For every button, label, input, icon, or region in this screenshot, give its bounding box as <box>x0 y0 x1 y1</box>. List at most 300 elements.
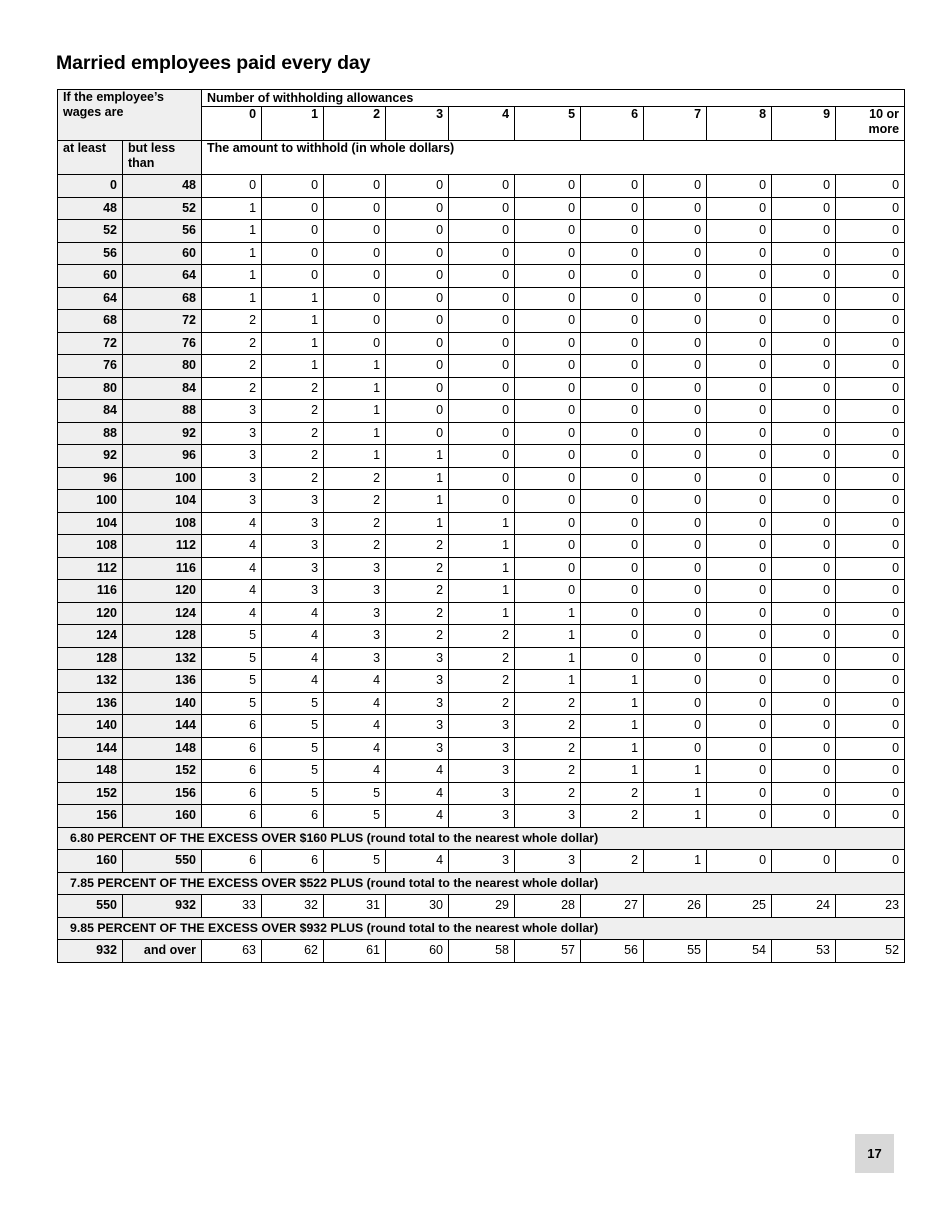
withholding-amount: 0 <box>515 220 581 243</box>
withholding-amount: 0 <box>581 287 644 310</box>
withholding-amount: 2 <box>202 377 262 400</box>
wage-less-than: 100 <box>123 467 202 490</box>
withholding-amount: 1 <box>202 242 262 265</box>
table-row <box>58 895 905 918</box>
withholding-amount: 33 <box>202 895 262 918</box>
withholding-amount: 0 <box>836 805 905 828</box>
withholding-amount: 0 <box>836 580 905 603</box>
wage-less-than: 72 <box>123 310 202 333</box>
withholding-amount: 0 <box>707 197 772 220</box>
withholding-amount: 0 <box>449 287 515 310</box>
wage-less-than: 550 <box>123 850 202 873</box>
withholding-amount: 0 <box>644 580 707 603</box>
withholding-amount: 62 <box>262 940 324 963</box>
wage-at-least: 92 <box>58 445 123 468</box>
withholding-amount: 0 <box>836 670 905 693</box>
withholding-amount: 0 <box>515 490 581 513</box>
withholding-amount: 3 <box>515 805 581 828</box>
withholding-amount: 0 <box>581 377 644 400</box>
withholding-amount: 0 <box>262 220 324 243</box>
withholding-amount: 0 <box>515 332 581 355</box>
withholding-amount: 0 <box>449 332 515 355</box>
withholding-amount: 6 <box>202 850 262 873</box>
wage-at-least: 80 <box>58 377 123 400</box>
withholding-amount: 0 <box>449 422 515 445</box>
withholding-amount: 3 <box>386 737 449 760</box>
withholding-amount: 3 <box>449 737 515 760</box>
withholding-amount: 0 <box>386 332 449 355</box>
withholding-amount: 0 <box>836 715 905 738</box>
withholding-amount: 0 <box>836 355 905 378</box>
withholding-amount: 6 <box>262 805 324 828</box>
withholding-amount: 0 <box>386 287 449 310</box>
withholding-amount: 5 <box>202 625 262 648</box>
withholding-amount: 1 <box>386 445 449 468</box>
withholding-amount: 1 <box>449 602 515 625</box>
withholding-amount: 2 <box>262 377 324 400</box>
withholding-amount: 0 <box>581 332 644 355</box>
withholding-amount: 32 <box>262 895 324 918</box>
withholding-amount: 0 <box>581 580 644 603</box>
table-row <box>58 422 905 445</box>
withholding-amount: 0 <box>581 242 644 265</box>
withholding-amount: 0 <box>644 647 707 670</box>
withholding-amount: 3 <box>449 850 515 873</box>
withholding-amount: 0 <box>707 647 772 670</box>
withholding-amount: 3 <box>386 692 449 715</box>
withholding-amount: 23 <box>836 895 905 918</box>
withholding-amount: 0 <box>836 197 905 220</box>
withholding-amount: 1 <box>202 197 262 220</box>
withholding-amount: 0 <box>707 332 772 355</box>
wage-at-least: 96 <box>58 467 123 490</box>
withholding-amount: 0 <box>772 355 836 378</box>
withholding-amount: 0 <box>386 422 449 445</box>
withholding-amount: 2 <box>202 332 262 355</box>
withholding-amount: 1 <box>449 580 515 603</box>
withholding-amount: 0 <box>515 422 581 445</box>
withholding-amount: 0 <box>449 355 515 378</box>
withholding-amount: 0 <box>581 422 644 445</box>
withholding-amount: 25 <box>707 895 772 918</box>
withholding-amount: 4 <box>386 850 449 873</box>
withholding-amount: 1 <box>581 715 644 738</box>
table-row <box>58 580 905 603</box>
withholding-amount: 0 <box>707 175 772 198</box>
withholding-amount: 1 <box>324 400 386 423</box>
withholding-amount: 2 <box>581 782 644 805</box>
withholding-amount: 3 <box>262 580 324 603</box>
withholding-amount: 0 <box>644 422 707 445</box>
withholding-amount: 4 <box>262 602 324 625</box>
withholding-amount: 0 <box>324 197 386 220</box>
withholding-amount: 0 <box>707 467 772 490</box>
withholding-amount: 0 <box>836 445 905 468</box>
withholding-amount: 4 <box>262 670 324 693</box>
withholding-amount: 0 <box>581 490 644 513</box>
withholding-amount: 3 <box>202 400 262 423</box>
withholding-amount: 0 <box>836 175 905 198</box>
withholding-amount: 58 <box>449 940 515 963</box>
bracket-note: 9.85 PERCENT OF THE EXCESS OVER $932 PLUS (round total to the nearest whole dollar) <box>58 917 905 940</box>
withholding-amount: 2 <box>262 400 324 423</box>
wage-at-least: 148 <box>58 760 123 783</box>
withholding-amount: 6 <box>202 737 262 760</box>
table-row <box>58 287 905 310</box>
withholding-amount: 5 <box>202 670 262 693</box>
withholding-amount: 0 <box>386 400 449 423</box>
withholding-amount: 0 <box>772 332 836 355</box>
table-row <box>58 467 905 490</box>
withholding-amount: 0 <box>836 692 905 715</box>
withholding-amount: 3 <box>449 715 515 738</box>
withholding-amount: 1 <box>449 535 515 558</box>
withholding-amount: 1 <box>386 490 449 513</box>
withholding-amount: 0 <box>772 400 836 423</box>
withholding-amount: 29 <box>449 895 515 918</box>
withholding-amount: 1 <box>515 670 581 693</box>
wage-less-than: 128 <box>123 625 202 648</box>
withholding-amount: 0 <box>707 737 772 760</box>
withholding-amount: 0 <box>836 265 905 288</box>
withholding-amount: 0 <box>707 715 772 738</box>
withholding-table-body <box>58 175 905 963</box>
withholding-amount: 0 <box>515 377 581 400</box>
withholding-amount: 0 <box>581 512 644 535</box>
withholding-amount: 2 <box>581 850 644 873</box>
withholding-amount: 1 <box>449 557 515 580</box>
withholding-amount: 2 <box>262 422 324 445</box>
withholding-amount: 4 <box>324 737 386 760</box>
table-row <box>58 647 905 670</box>
withholding-amount: 0 <box>772 760 836 783</box>
withholding-amount: 0 <box>836 490 905 513</box>
table-row <box>58 557 905 580</box>
bracket-note-row <box>58 827 905 850</box>
withholding-amount: 4 <box>386 760 449 783</box>
wage-at-least: 100 <box>58 490 123 513</box>
withholding-amount: 2 <box>515 715 581 738</box>
table-row <box>58 265 905 288</box>
allowance-column-header: 8 <box>707 107 772 141</box>
table-row <box>58 310 905 333</box>
withholding-amount: 31 <box>324 895 386 918</box>
withholding-amount: 0 <box>644 490 707 513</box>
wages-header: If the employee’s wages are <box>58 90 202 141</box>
page-title: Married employees paid every day <box>56 52 371 74</box>
table-row <box>58 760 905 783</box>
withholding-amount: 1 <box>202 220 262 243</box>
wage-less-than: 88 <box>123 400 202 423</box>
table-row <box>58 175 905 198</box>
wage-at-least: 932 <box>58 940 123 963</box>
withholding-amount: 3 <box>324 602 386 625</box>
withholding-amount: 0 <box>581 445 644 468</box>
withholding-amount: 2 <box>386 580 449 603</box>
withholding-amount: 0 <box>515 175 581 198</box>
wage-less-than: 160 <box>123 805 202 828</box>
wage-less-than: 80 <box>123 355 202 378</box>
withholding-amount: 0 <box>581 557 644 580</box>
withholding-amount: 0 <box>581 310 644 333</box>
withholding-table <box>57 89 905 963</box>
wage-less-than: 84 <box>123 377 202 400</box>
withholding-amount: 0 <box>644 715 707 738</box>
withholding-amount: 0 <box>581 602 644 625</box>
withholding-amount: 0 <box>644 535 707 558</box>
withholding-amount: 0 <box>707 400 772 423</box>
bracket-note-row <box>58 872 905 895</box>
withholding-amount: 0 <box>581 175 644 198</box>
withholding-amount: 0 <box>581 220 644 243</box>
withholding-amount: 4 <box>202 535 262 558</box>
wage-less-than: 132 <box>123 647 202 670</box>
wage-less-than: 56 <box>123 220 202 243</box>
withholding-amount: 0 <box>262 265 324 288</box>
allowance-column-header: 1 <box>262 107 324 141</box>
withholding-amount: 0 <box>644 512 707 535</box>
withholding-amount: 0 <box>772 310 836 333</box>
withholding-amount: 0 <box>772 715 836 738</box>
withholding-amount: 1 <box>202 265 262 288</box>
bracket-note-row <box>58 917 905 940</box>
withholding-amount: 1 <box>581 760 644 783</box>
withholding-amount: 30 <box>386 895 449 918</box>
table-row <box>58 782 905 805</box>
withholding-amount: 0 <box>644 377 707 400</box>
withholding-amount: 2 <box>386 602 449 625</box>
withholding-amount: 0 <box>581 197 644 220</box>
withholding-amount: 61 <box>324 940 386 963</box>
withholding-amount: 0 <box>644 220 707 243</box>
withholding-amount: 0 <box>836 782 905 805</box>
withholding-amount: 0 <box>449 265 515 288</box>
withholding-amount: 0 <box>772 445 836 468</box>
withholding-amount: 2 <box>324 512 386 535</box>
withholding-amount: 6 <box>202 715 262 738</box>
allowance-column-header: 10 or more <box>836 107 905 141</box>
withholding-amount: 0 <box>707 625 772 648</box>
wage-less-than: 116 <box>123 557 202 580</box>
allowance-column-header: 4 <box>449 107 515 141</box>
withholding-amount: 5 <box>262 715 324 738</box>
withholding-amount: 4 <box>324 715 386 738</box>
withholding-amount: 3 <box>449 782 515 805</box>
withholding-amount: 0 <box>836 625 905 648</box>
withholding-amount: 1 <box>324 355 386 378</box>
withholding-amount: 0 <box>515 287 581 310</box>
withholding-amount: 0 <box>836 220 905 243</box>
withholding-amount: 0 <box>707 535 772 558</box>
wage-less-than: 76 <box>123 332 202 355</box>
wage-less-than: 48 <box>123 175 202 198</box>
withholding-amount: 4 <box>202 512 262 535</box>
withholding-amount: 0 <box>707 220 772 243</box>
wage-less-than: 120 <box>123 580 202 603</box>
withholding-amount: 3 <box>324 647 386 670</box>
withholding-amount: 0 <box>836 647 905 670</box>
wage-at-least: 160 <box>58 850 123 873</box>
withholding-amount: 3 <box>202 467 262 490</box>
withholding-amount: 0 <box>515 535 581 558</box>
withholding-amount: 0 <box>262 197 324 220</box>
table-row <box>58 940 905 963</box>
wage-less-than: 140 <box>123 692 202 715</box>
withholding-amount: 2 <box>386 625 449 648</box>
withholding-amount: 0 <box>644 242 707 265</box>
withholding-amount: 1 <box>581 692 644 715</box>
wage-at-least: 72 <box>58 332 123 355</box>
withholding-amount: 0 <box>772 602 836 625</box>
withholding-amount: 2 <box>449 647 515 670</box>
withholding-amount: 4 <box>386 805 449 828</box>
wage-less-than: 156 <box>123 782 202 805</box>
withholding-amount: 0 <box>707 805 772 828</box>
withholding-amount: 2 <box>202 310 262 333</box>
withholding-amount: 0 <box>836 377 905 400</box>
withholding-amount: 0 <box>707 602 772 625</box>
withholding-amount: 0 <box>707 557 772 580</box>
wage-at-least: 104 <box>58 512 123 535</box>
allowance-column-header: 2 <box>324 107 386 141</box>
withholding-amount: 5 <box>202 692 262 715</box>
withholding-amount: 56 <box>581 940 644 963</box>
withholding-amount: 1 <box>386 512 449 535</box>
withholding-amount: 63 <box>202 940 262 963</box>
withholding-amount: 0 <box>386 175 449 198</box>
withholding-amount: 5 <box>262 782 324 805</box>
wage-less-than: 932 <box>123 895 202 918</box>
withholding-amount: 0 <box>449 467 515 490</box>
wage-at-least: 140 <box>58 715 123 738</box>
wage-at-least: 550 <box>58 895 123 918</box>
allowance-column-header: 3 <box>386 107 449 141</box>
withholding-amount: 0 <box>386 310 449 333</box>
withholding-amount: 0 <box>772 265 836 288</box>
withholding-amount: 0 <box>772 580 836 603</box>
wage-less-than: and over <box>123 940 202 963</box>
withholding-amount: 4 <box>202 580 262 603</box>
withholding-amount: 0 <box>324 220 386 243</box>
withholding-amount: 28 <box>515 895 581 918</box>
withholding-amount: 0 <box>644 467 707 490</box>
withholding-amount: 0 <box>836 737 905 760</box>
withholding-amount: 0 <box>772 670 836 693</box>
wage-less-than: 96 <box>123 445 202 468</box>
withholding-amount: 0 <box>836 850 905 873</box>
withholding-amount: 1 <box>644 760 707 783</box>
withholding-amount: 1 <box>515 625 581 648</box>
withholding-amount: 2 <box>515 737 581 760</box>
withholding-amount: 0 <box>772 782 836 805</box>
withholding-amount: 0 <box>644 602 707 625</box>
withholding-amount: 2 <box>324 467 386 490</box>
withholding-amount: 1 <box>324 422 386 445</box>
withholding-amount: 0 <box>707 287 772 310</box>
wage-less-than: 64 <box>123 265 202 288</box>
withholding-amount: 0 <box>449 310 515 333</box>
withholding-amount: 2 <box>386 557 449 580</box>
withholding-amount: 0 <box>581 400 644 423</box>
at-least-header: at least <box>58 141 123 175</box>
withholding-amount: 0 <box>644 355 707 378</box>
wage-less-than: 104 <box>123 490 202 513</box>
wage-at-least: 124 <box>58 625 123 648</box>
withholding-amount: 0 <box>836 602 905 625</box>
bracket-note: 6.80 PERCENT OF THE EXCESS OVER $160 PLUS (round total to the nearest whole dollar) <box>58 827 905 850</box>
allowance-column-header: 5 <box>515 107 581 141</box>
withholding-amount: 0 <box>707 242 772 265</box>
withholding-amount: 6 <box>202 805 262 828</box>
wage-less-than: 152 <box>123 760 202 783</box>
but-less-than-header: but less than <box>123 141 202 175</box>
withholding-amount: 0 <box>772 242 836 265</box>
withholding-amount: 3 <box>262 490 324 513</box>
table-row <box>58 490 905 513</box>
withholding-amount: 0 <box>644 737 707 760</box>
withholding-amount: 55 <box>644 940 707 963</box>
withholding-amount: 4 <box>386 782 449 805</box>
withholding-amount: 0 <box>707 445 772 468</box>
wage-at-least: 136 <box>58 692 123 715</box>
wage-at-least: 108 <box>58 535 123 558</box>
withholding-amount: 0 <box>707 422 772 445</box>
withholding-amount: 0 <box>772 850 836 873</box>
withholding-amount: 3 <box>262 557 324 580</box>
withholding-amount: 4 <box>262 647 324 670</box>
table-row <box>58 737 905 760</box>
withholding-amount: 0 <box>515 467 581 490</box>
withholding-amount: 0 <box>836 242 905 265</box>
withholding-amount: 1 <box>202 287 262 310</box>
withholding-amount: 0 <box>772 490 836 513</box>
withholding-amount: 2 <box>515 760 581 783</box>
wage-at-least: 112 <box>58 557 123 580</box>
wage-at-least: 132 <box>58 670 123 693</box>
withholding-amount: 0 <box>386 220 449 243</box>
withholding-amount: 2 <box>449 670 515 693</box>
page-number: 17 <box>855 1134 894 1173</box>
amount-header: The amount to withhold (in whole dollars) <box>202 141 905 175</box>
withholding-amount: 4 <box>324 760 386 783</box>
withholding-amount: 3 <box>262 512 324 535</box>
withholding-amount: 0 <box>449 220 515 243</box>
withholding-amount: 0 <box>449 490 515 513</box>
table-row <box>58 535 905 558</box>
wage-at-least: 84 <box>58 400 123 423</box>
withholding-amount: 0 <box>644 265 707 288</box>
withholding-amount: 0 <box>707 760 772 783</box>
withholding-amount: 0 <box>644 175 707 198</box>
withholding-amount: 0 <box>324 265 386 288</box>
withholding-amount: 5 <box>324 850 386 873</box>
withholding-amount: 0 <box>515 580 581 603</box>
withholding-amount: 1 <box>515 602 581 625</box>
withholding-amount: 4 <box>202 602 262 625</box>
withholding-amount: 0 <box>772 557 836 580</box>
withholding-amount: 0 <box>772 535 836 558</box>
wage-at-least: 88 <box>58 422 123 445</box>
withholding-amount: 0 <box>644 692 707 715</box>
wage-less-than: 108 <box>123 512 202 535</box>
withholding-amount: 0 <box>515 197 581 220</box>
table-row <box>58 197 905 220</box>
withholding-amount: 0 <box>644 445 707 468</box>
withholding-amount: 0 <box>324 310 386 333</box>
withholding-amount: 1 <box>515 647 581 670</box>
table-row <box>58 220 905 243</box>
withholding-amount: 0 <box>836 332 905 355</box>
